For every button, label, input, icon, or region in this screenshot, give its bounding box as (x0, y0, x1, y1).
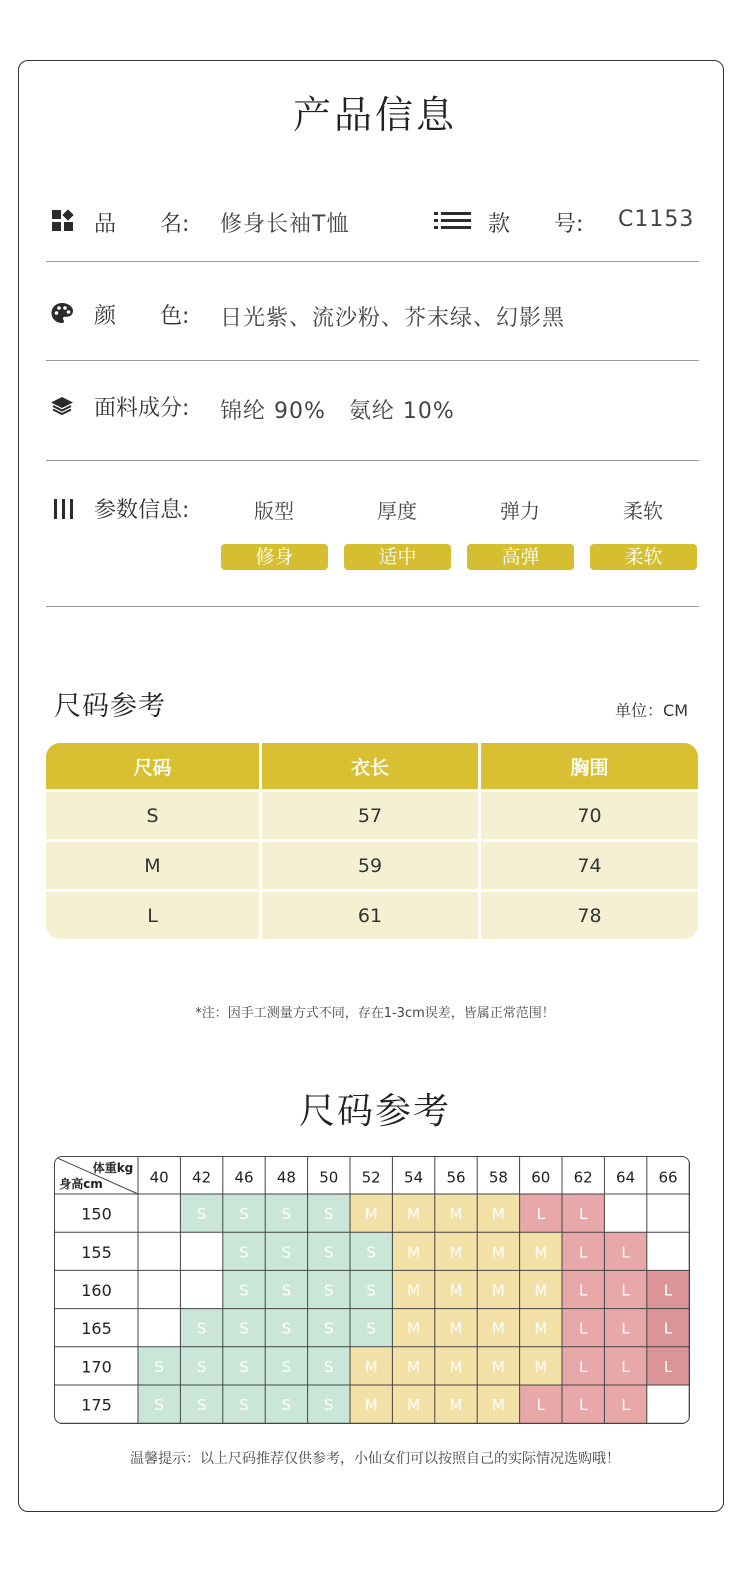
size-cell-label: M (407, 1243, 421, 1262)
size-cell-label: S (324, 1205, 334, 1224)
color-value: 日光紫、流沙粉、芥末绿、幻影黑 (220, 306, 566, 331)
size-cell-label: S (281, 1396, 292, 1415)
size-cell-label: L (536, 1205, 545, 1224)
size-guide-title: 尺码参考 (298, 1091, 451, 1132)
bars-icon (52, 497, 76, 521)
weight-header: 58 (488, 1168, 508, 1187)
height-header: 160 (81, 1281, 112, 1300)
size-cell-label: M (407, 1319, 421, 1338)
size-cell-label: S (196, 1319, 207, 1338)
height-header: 175 (81, 1395, 112, 1415)
fabric-value: 锦纶 90% 氨纶 10% (220, 399, 455, 424)
height-header: 170 (81, 1357, 112, 1377)
measurement-note: *注：因手工测量方式不同，存在1-3cm误差，皆属正常范围！ (195, 1006, 555, 1021)
weight-header: 50 (319, 1168, 339, 1187)
size-cell-label: M (534, 1243, 548, 1262)
size-cell-label: M (491, 1396, 505, 1415)
size-cell-label: L (663, 1281, 673, 1300)
size-cell-label: S (281, 1205, 292, 1224)
fabric-label: 面料成分: (94, 396, 190, 421)
size-cell-label: L (621, 1357, 630, 1376)
size-cell-label: S (154, 1396, 164, 1415)
row-fabric (46, 361, 699, 461)
row-color (46, 262, 699, 361)
weight-header: 54 (404, 1168, 424, 1187)
header-size: 尺码 (46, 743, 262, 789)
size-cell-label: S (239, 1281, 249, 1300)
height-header: 155 (81, 1242, 112, 1262)
size-cell-label: M (407, 1205, 421, 1224)
size-cell-label: L (579, 1205, 588, 1224)
size-cell-label: M (491, 1281, 505, 1300)
size-cell-label: S (281, 1319, 292, 1338)
row-name-code (46, 180, 699, 262)
size-cell-label: L (536, 1396, 545, 1415)
size-cell-label: S (239, 1357, 249, 1376)
header-length: 衣长 (262, 743, 481, 789)
size-cell-label: L (579, 1396, 588, 1415)
size-cell-label: S (366, 1243, 376, 1262)
size-cell-label: M (407, 1396, 421, 1415)
product-info-title: 产品信息 (292, 93, 457, 137)
size-cell-label: S (324, 1319, 334, 1338)
param-name-softness: 柔软 (623, 499, 663, 523)
header-chest: 胸围 (481, 743, 698, 789)
size-cell-label: M (407, 1357, 421, 1376)
size-cell-label: L (579, 1281, 588, 1300)
weight-header: 48 (276, 1168, 296, 1187)
cell-length: 61 (262, 892, 481, 939)
size-cell-label: S (239, 1205, 249, 1224)
size-cell-label: S (239, 1243, 249, 1262)
size-cell-label: M (491, 1205, 505, 1224)
list-icon (434, 209, 472, 233)
height-header: 150 (81, 1204, 112, 1224)
table-row (46, 892, 698, 939)
size-cell-label: M (449, 1357, 463, 1376)
cell-chest: 74 (481, 842, 698, 889)
height-header: 165 (81, 1319, 112, 1339)
size-cell-label: M (449, 1243, 463, 1262)
size-ref-title: 尺码参考 (54, 691, 166, 722)
size-cell-label: M (364, 1205, 378, 1224)
table-row (46, 842, 698, 889)
size-cell-label: L (663, 1357, 673, 1376)
size-table (46, 743, 698, 939)
param-name-elasticity: 弹力 (500, 499, 540, 523)
param-name-thickness: 厚度 (377, 499, 417, 523)
color-label: 颜 色: (94, 304, 190, 329)
param-value-thickness: 适中 (344, 544, 451, 570)
size-cell-label: S (281, 1357, 292, 1376)
size-cell-label: S (324, 1396, 334, 1415)
weight-header: 46 (234, 1168, 254, 1187)
grid-shapes-icon (51, 209, 75, 233)
code-label: 款 号: (488, 212, 584, 237)
weight-header: 42 (192, 1168, 212, 1187)
name-label: 品 名: (94, 212, 190, 237)
size-guide-grid (54, 1156, 690, 1424)
cell-length: 57 (262, 792, 481, 839)
row-params (46, 461, 699, 607)
size-cell-label: S (154, 1357, 164, 1376)
weight-header: 66 (658, 1168, 678, 1187)
size-cell-label: S (196, 1396, 207, 1415)
size-cell-label: S (281, 1281, 292, 1300)
cell-size: L (46, 892, 262, 939)
cell-size: M (46, 842, 262, 889)
weight-header: 40 (149, 1168, 169, 1187)
size-cell-label: L (621, 1243, 630, 1262)
params-label: 参数信息: (94, 498, 190, 523)
size-cell-label: L (621, 1319, 630, 1338)
cell-size: S (46, 792, 262, 839)
size-cell-label: S (324, 1357, 334, 1376)
size-cell-label: M (534, 1357, 548, 1376)
size-cell-label: M (449, 1396, 463, 1415)
size-cell-label: M (491, 1319, 505, 1338)
cell-length: 59 (262, 842, 481, 889)
tip-text: 温馨提示：以上尺码推荐仅供参考，小仙女们可以按照自己的实际情况选购哦！ (130, 1451, 620, 1467)
size-cell-label: M (534, 1281, 548, 1300)
size-cell-label: L (579, 1319, 588, 1338)
name-value: 修身长袖T恤 (220, 212, 350, 237)
corner-height-label: 身高cm (59, 1177, 103, 1191)
unit-label: 单位：CM (615, 701, 688, 720)
size-cell-label: M (534, 1319, 548, 1338)
size-cell-label: L (579, 1243, 588, 1262)
size-cell-label: L (621, 1396, 630, 1415)
size-cell-label: M (364, 1357, 378, 1376)
corner-weight-label: 体重kg (92, 1161, 134, 1175)
size-table-header (46, 743, 698, 789)
param-value-elasticity: 高弹 (467, 544, 574, 570)
weight-header: 64 (616, 1168, 636, 1187)
size-cell-label: S (196, 1205, 207, 1224)
weight-header: 60 (531, 1168, 551, 1187)
size-cell-label: M (449, 1205, 463, 1224)
palette-icon (50, 301, 74, 325)
weight-header: 62 (573, 1168, 593, 1187)
size-cell-label: M (407, 1281, 421, 1300)
size-cell-label: S (196, 1357, 207, 1376)
size-cell-label: S (239, 1396, 249, 1415)
size-cell-label: S (281, 1243, 292, 1262)
param-value-fit: 修身 (221, 544, 328, 570)
size-cell-label: S (324, 1243, 334, 1262)
size-guide-svg (55, 1157, 689, 1423)
table-row (46, 792, 698, 839)
size-cell-label: S (366, 1281, 376, 1300)
size-cell-label: S (366, 1319, 376, 1338)
size-cell-label: M (491, 1357, 505, 1376)
size-cell-label: L (663, 1319, 673, 1338)
size-cell-label: S (239, 1319, 249, 1338)
cell-chest: 78 (481, 892, 698, 939)
code-value: C1153 (618, 207, 695, 232)
size-cell-label: M (449, 1281, 463, 1300)
param-value-softness: 柔软 (590, 544, 697, 570)
size-cell-label: M (364, 1396, 378, 1415)
weight-header: 56 (446, 1168, 466, 1187)
size-cell-label: M (449, 1319, 463, 1338)
param-name-fit: 版型 (254, 499, 294, 523)
size-cell-label: M (491, 1243, 505, 1262)
cell-chest: 70 (481, 792, 698, 839)
size-cell-label: S (324, 1281, 334, 1300)
size-cell-label: L (579, 1357, 588, 1376)
weight-header: 52 (361, 1168, 381, 1187)
layers-icon (50, 394, 74, 418)
size-cell-label: L (621, 1281, 630, 1300)
